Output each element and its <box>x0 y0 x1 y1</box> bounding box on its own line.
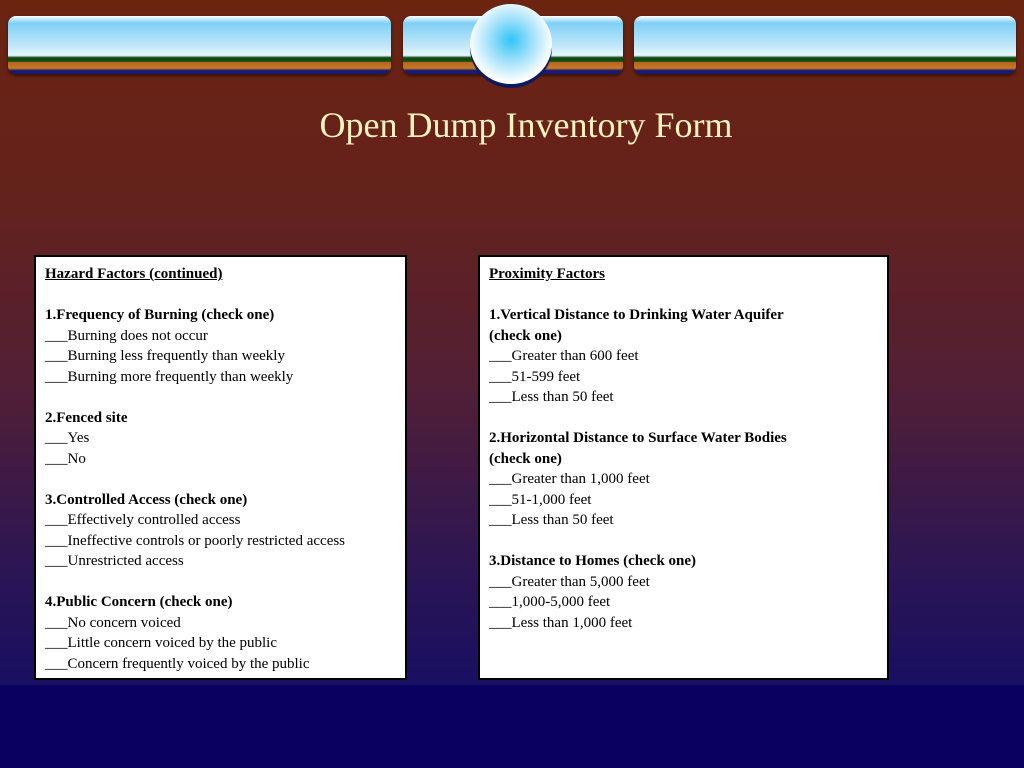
option: ___Concern frequently voiced by the public <box>45 655 310 672</box>
section-title: 3.Distance to Homes (check one) <box>489 553 697 569</box>
option: ___Unrestricted access <box>45 553 184 569</box>
option: ___Greater than 5,000 feet <box>489 573 650 590</box>
section-title: 4.Public Concern (check one) <box>45 594 233 610</box>
option: ___Effectively controlled access <box>45 512 241 528</box>
section-title: 3.Controlled Access (check one) <box>45 491 248 508</box>
hazard-factors-box <box>34 255 407 680</box>
option: ___Greater than 1,000 feet <box>489 471 650 487</box>
section-subtitle: (check one) <box>489 327 562 344</box>
option: ___Yes <box>45 430 90 446</box>
option: ___1,000-5,000 feet <box>489 594 611 610</box>
option: ___Less than 50 feet <box>489 512 614 528</box>
option: ___Less than 50 feet <box>489 389 614 405</box>
box-heading: Proximity Factors <box>489 266 605 282</box>
slide-title: Open Dump Inventory Form <box>319 105 733 145</box>
landscape-banner-left <box>8 16 391 74</box>
option: ___51-599 feet <box>489 368 581 385</box>
option: ___Burning does not occur <box>45 327 208 344</box>
section-title: 1.Vertical Distance to Drinking Water Aquifer <box>489 307 784 323</box>
option: ___Burning more frequently than weekly <box>45 368 294 385</box>
option: ___Burning less frequently than weekly <box>45 348 285 364</box>
option: ___51-1,000 feet <box>489 491 592 508</box>
box-heading: Hazard Factors (continued) <box>45 266 223 282</box>
option: ___No <box>45 450 86 467</box>
proximity-factors-box <box>478 255 889 680</box>
option: ___Little concern voiced by the public <box>45 635 278 651</box>
globe-ornament <box>470 4 552 84</box>
option: ___Ineffective controls or poorly restricted access <box>45 532 346 549</box>
section-title: 1.Frequency of Burning (check one) <box>45 307 275 323</box>
section-subtitle: (check one) <box>489 450 562 467</box>
option: ___Less than 1,000 feet <box>489 614 633 631</box>
landscape-banner-right <box>634 16 1016 74</box>
footer-band <box>0 685 1024 768</box>
section-title: 2.Horizontal Distance to Surface Water Bodies <box>489 430 787 446</box>
option: ___No concern voiced <box>45 614 181 631</box>
section-title: 2.Fenced site <box>45 409 128 426</box>
option: ___Greater than 600 feet <box>489 348 639 364</box>
